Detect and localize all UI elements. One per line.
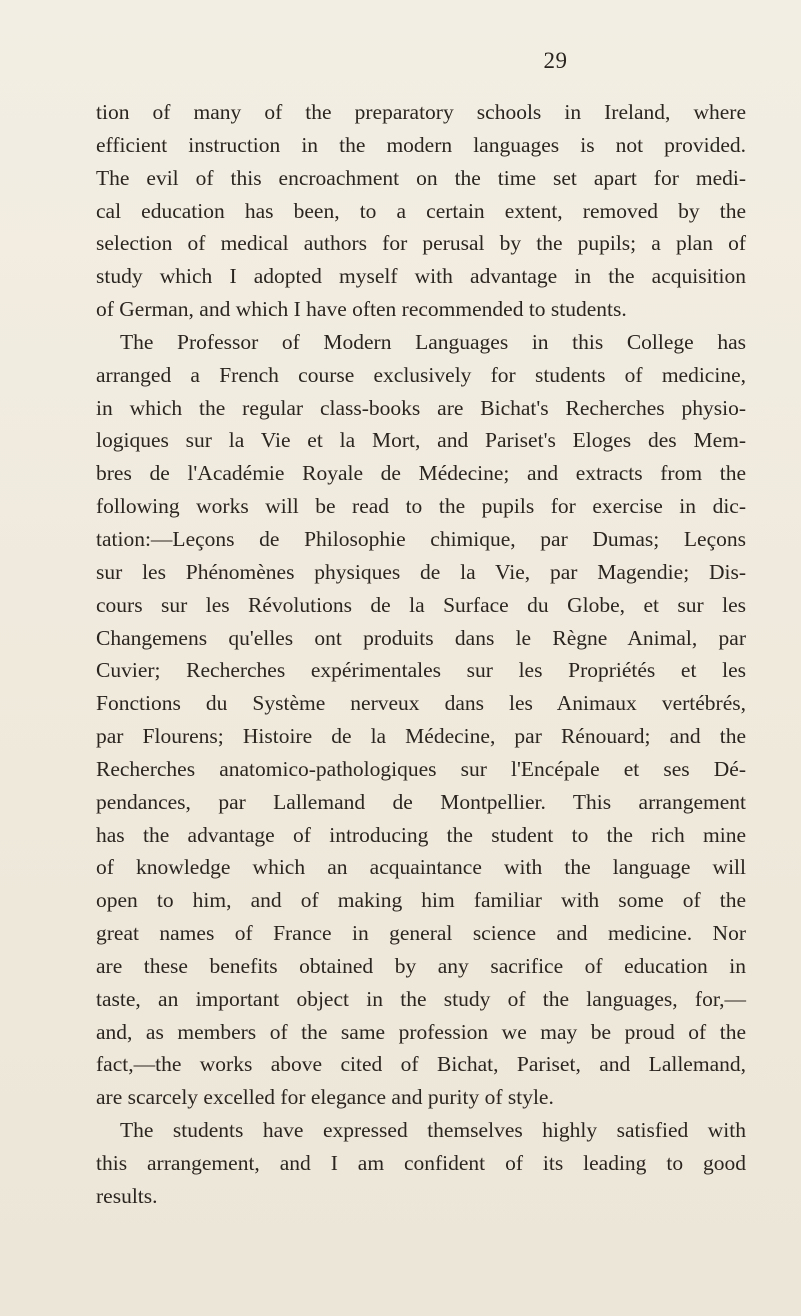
- text-line: tation:—Leçons de Philosophie chimique, par Dumas; Leçons: [96, 526, 746, 551]
- text-line: are scarcely excelled for elegance and purity of style.: [96, 1085, 554, 1110]
- page-number: 29: [543, 48, 568, 73]
- text-line: of knowledge which an acquaintance with the language will: [96, 855, 746, 880]
- text-line: results.: [96, 1183, 158, 1208]
- text-line: and, as members of the same profession we may be proud of the: [96, 1019, 746, 1044]
- text-line: following works will be read to the pupils for exercise in dic-: [96, 494, 746, 519]
- text-line: The evil of this encroachment on the time set apart for medi-: [96, 165, 746, 190]
- text-line: has the advantage of introducing the student to the rich mine: [96, 822, 746, 847]
- text-line: of German, and which I have often recommended to students.: [96, 297, 627, 322]
- text-line: cours sur les Révolutions de la Surface du Globe, et sur les: [96, 592, 746, 617]
- text-line: efficient instruction in the modern languages is not provided.: [96, 132, 746, 157]
- text-line: this arrangement, and I am confident of its leading to good: [96, 1151, 746, 1175]
- text-line: great names of France in general science and medicine. Nor: [96, 921, 746, 946]
- text-line: logiques sur la Vie et la Mort, and Pariset's Eloges des Mem-: [96, 428, 746, 453]
- text-line: par Flourens; Histoire de la Médecine, par Rénouard; and the: [96, 724, 746, 749]
- text-line: Recherches anatomico-pathologiques sur l'Encépale et ses Dé-: [96, 756, 746, 781]
- text-line: tion of many of the preparatory schools in Ireland, where: [96, 100, 746, 124]
- body-text: [96, 96, 746, 1213]
- text-line: pendances, par Lallemand de Montpellier. This arrangement: [96, 789, 746, 814]
- text-line: bres de l'Académie Royale de Médecine; and extracts from the: [96, 461, 746, 486]
- text-line: in which the regular class-books are Bichat's Recherches physio-: [96, 395, 746, 420]
- text-line: The students have expressed themselves highly satisfied with: [120, 1118, 746, 1143]
- text-line: selection of medical authors for perusal by the pupils; a plan of: [96, 231, 746, 256]
- text-line: sur les Phénomènes physiques de la Vie, par Magendie; Dis-: [96, 559, 746, 584]
- text-line: taste, an important object in the study of the languages, for,—: [96, 986, 746, 1011]
- text-line: cal education has been, to a certain extent, removed by the: [96, 198, 746, 223]
- text-line: The Professor of Modern Languages in this College has: [120, 329, 746, 354]
- text-line: open to him, and of making him familiar with some of the: [96, 888, 746, 913]
- text-line: Fonctions du Système nerveux dans les Animaux vertébrés,: [96, 691, 746, 716]
- text-line: study which I adopted myself with advantage in the acquisition: [96, 264, 746, 289]
- text-line: Changemens qu'elles ont produits dans le Règne Animal, par: [96, 625, 746, 650]
- text-line: Cuvier; Recherches expérimentales sur les Propriétés et les: [96, 658, 746, 683]
- text-line: fact,—the works above cited of Bichat, Pariset, and Lallemand,: [96, 1052, 746, 1077]
- text-line: arranged a French course exclusively for students of medicine,: [96, 362, 746, 387]
- text-line: are these benefits obtained by any sacrifice of education in: [96, 953, 746, 978]
